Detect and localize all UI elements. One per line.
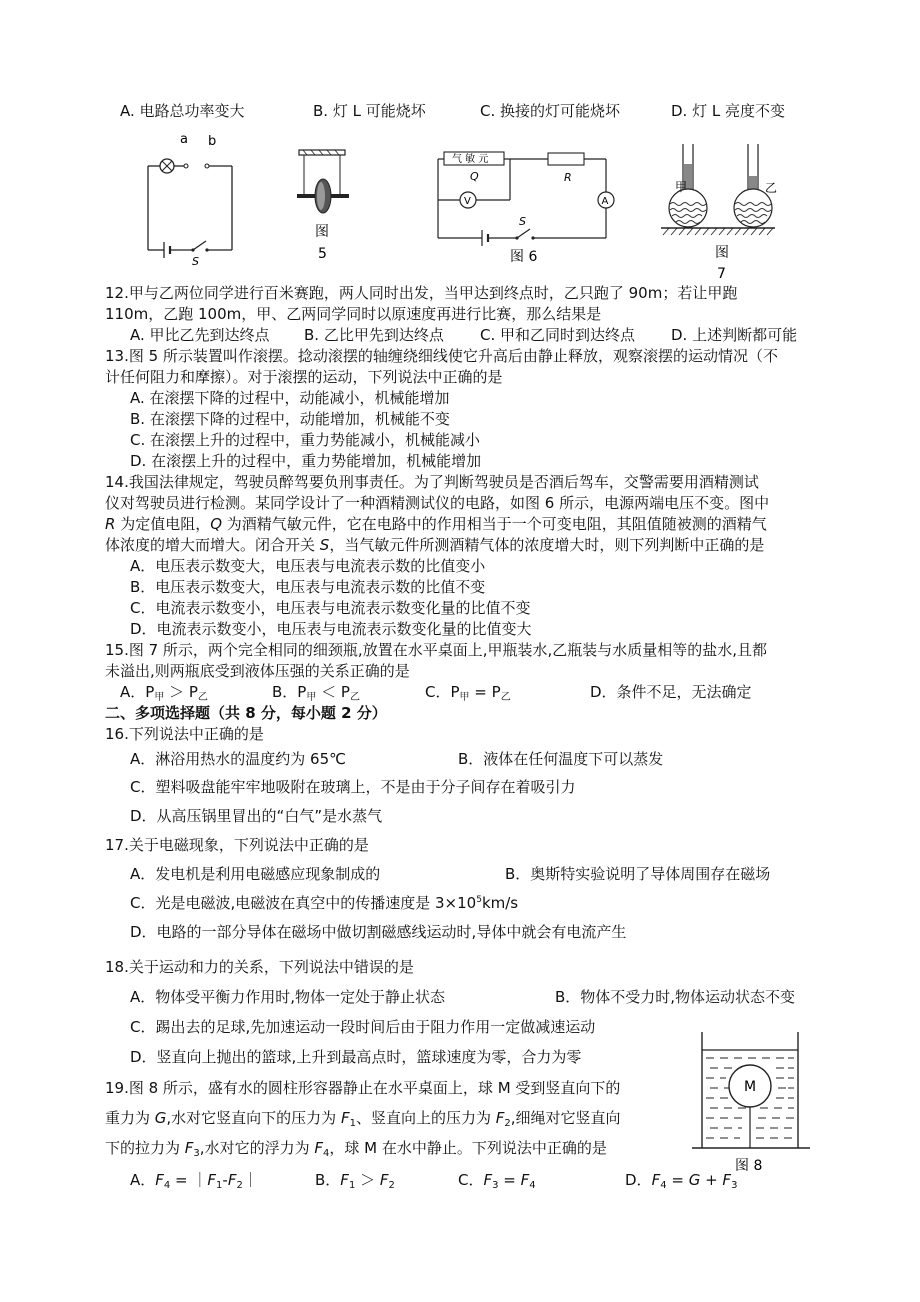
voltmeter-label: V xyxy=(464,196,471,207)
q14-option-d: D．电流表示数变小，电压表与电流表示数变化量的比值变大 xyxy=(130,620,532,638)
switch-icon xyxy=(517,229,530,238)
q18-option-b: B．物体不受力时,物体运动状态不变 xyxy=(555,988,796,1006)
fig7-two-flasks xyxy=(657,140,777,280)
q15-option-d: D．条件不足，无法确定 xyxy=(590,683,752,701)
q11-option-b: B. 灯 L 可能烧坏 xyxy=(313,102,426,120)
q19-line3: 下的拉力为 $F_3$,水对它的浮力为 $F_4$，球 M 在水中静止。下列说法中正确的是 xyxy=(105,1139,607,1159)
q19-option-b: B．$F_1 > F_2$ xyxy=(315,1171,395,1191)
q13-option-d: D. 在滚摆上升的过程中，重力势能增加，机械能增加 xyxy=(130,452,482,470)
q12-option-a: A. 甲比乙先到达终点 xyxy=(130,326,270,344)
section2-title: 二、多项选择题（共 8 分，每小题 2 分） xyxy=(105,704,387,722)
ammeter-label: A xyxy=(601,196,609,207)
switch-label: S xyxy=(519,215,526,228)
q18-option-d: D．竖直向上抛出的篮球,上升到最高点时，篮球速度为零，合力为零 xyxy=(130,1048,582,1066)
q16-option-d: D．从高压锅里冒出的“白气”是水蒸气 xyxy=(130,807,383,825)
q12-line2: 110m，乙跑 100m，甲、乙两同学同时以原速度再进行比赛，那么结果是 xyxy=(105,305,602,323)
resistor-r xyxy=(548,153,584,165)
ball-m-label: M xyxy=(744,1079,757,1095)
q14-line4: 体浓度的增大而增大。闭合开关 S，当气敏元件所测酒精气体的浓度增大时，则下列判断中正确的是 xyxy=(105,536,765,554)
q17-stem: 17.关于电磁现象，下列说法中正确的是 xyxy=(105,836,369,854)
q13-option-a: A. 在滚摆下降的过程中，动能减小，机械能增加 xyxy=(130,389,450,407)
q14-line3: R 为定值电阻，Q 为酒精气敏元件，它在电路中的作用相当于一个可变电阻，其阻值随被测的酒精气 xyxy=(105,515,767,533)
q15-option-b: B．$P_甲 < P_乙$ xyxy=(272,683,360,703)
q13-option-c: C. 在滚摆上升的过程中，重力势能减小，机械能减小 xyxy=(130,431,481,449)
q14-option-b: B．电压表示数变大，电压表与电流表示数的比值不变 xyxy=(130,578,486,596)
q16-stem: 16.下列说法中正确的是 xyxy=(105,725,264,743)
q17-option-d: D．电路的一部分导体在磁场中做切割磁感线运动时,导体中就会有电流产生 xyxy=(130,923,627,941)
q16-option-a: A．淋浴用热水的温度约为 65℃ xyxy=(130,750,346,768)
q19-line1: 19.图 8 所示，盛有水的圆柱形容器静止在水平桌面上，球 M 受到竖直向下的 xyxy=(105,1079,621,1097)
fig5-caption-line2: 5 xyxy=(318,246,327,262)
q11-option-d: D. 灯 L 亮度不变 xyxy=(671,102,785,120)
switch-icon xyxy=(193,241,206,250)
q18-option-c: C．踢出去的足球,先加速运动一段时间后由于阻力作用一定做减速运动 xyxy=(130,1018,596,1036)
q15-line1: 15.图 7 所示，两个完全相同的细颈瓶,放置在水平桌面上,甲瓶装水,乙瓶装与水质量相等的盐水,且都 xyxy=(105,641,768,659)
flask-jia xyxy=(669,189,707,227)
q18-option-a: A．物体受平衡力作用时,物体一定处于静止状态 xyxy=(130,988,446,1006)
switch-label: S xyxy=(192,255,199,268)
q17-option-a: A．发电机是利用电磁感应现象制成的 xyxy=(130,865,381,883)
fig6-caption: 图 6 xyxy=(510,249,538,265)
q15-option-a: A．$P_甲 > P_乙$ xyxy=(120,683,208,703)
q16-option-c: C．塑料吸盘能牢牢地吸附在玻璃上，不是由于分子间存在着吸引力 xyxy=(130,778,576,796)
q19-option-d: D．$F_4 = G + F_3$ xyxy=(625,1171,738,1191)
q17-option-c: C．光是电磁波,电磁波在真空中的传播速度是 $3\times 10^5km/s$ xyxy=(130,894,519,912)
q15-line2: 未溢出,则两瓶底受到液体压强的关系正确的是 xyxy=(105,662,410,680)
q14-line1: 14.我国法律规定，驾驶员醉驾要负刑事责任。为了判断驾驶员是否酒后驾车，交警需要用酒精测试 xyxy=(105,473,759,491)
q12-option-d: D. 上述判断都可能 xyxy=(671,326,798,344)
q14-line2: 仪对驾驶员进行检测。某同学设计了一种酒精测试仪的电路，如图 6 所示，电源两端电压不变。图中 xyxy=(105,494,770,512)
q13-option-b: B. 在滚摆下降的过程中，动能增加，机械能不变 xyxy=(130,410,450,428)
jia-label: 甲 xyxy=(675,180,688,194)
q15-option-c: C．$P_甲 = P_乙$ xyxy=(425,683,511,703)
q19-line2: 重力为 G,水对它竖直向下的压力为 $F_1$、竖直向上的压力为 $F_2$,细绳对它竖直向 xyxy=(105,1109,621,1129)
lamp-circuit-figure xyxy=(140,128,250,268)
q19-option-a: A．$F_4$ = $|F_1-F_2|$ xyxy=(130,1171,258,1191)
terminal-a xyxy=(184,164,188,168)
q14-option-a: A．电压表示数变大，电压表与电流表示数的比值变小 xyxy=(130,557,486,575)
gas-sensor-label: 气 敏 元 xyxy=(452,154,489,165)
q12-line1: 12.甲与乙两位同学进行百米赛跑，两人同时出发，当甲达到终点时，乙只跑了 90m；若让甲跑 xyxy=(105,284,738,302)
q-label: Q xyxy=(470,170,479,183)
q13-line1: 13.图 5 所示装置叫作滚摆。捻动滚摆的轴缠绕细线使它升高后由静止释放，观察滚摆的运动情况（不 xyxy=(105,347,778,365)
fig5-caption-line1: 图 xyxy=(315,224,329,240)
yi-label: 乙 xyxy=(765,181,778,195)
q16-option-b: B．液体在任何温度下可以蒸发 xyxy=(458,750,664,768)
fig8-caption: 图 8 xyxy=(735,1158,763,1174)
fig8-container xyxy=(690,1030,812,1175)
terminal-b xyxy=(205,164,209,168)
q19-option-c: C．$F_3 = F_4$ xyxy=(458,1171,536,1191)
q12-option-c: C. 甲和乙同时到达终点 xyxy=(480,326,636,344)
q11-option-c: C. 换接的灯可能烧坏 xyxy=(480,102,621,120)
q12-option-b: B. 乙比甲先到达终点 xyxy=(304,326,444,344)
q13-line2: 计任何阻力和摩擦）。对于滚摆的运动，下列说法中正确的是 xyxy=(105,368,503,386)
q11-option-a: A. 电路总功率变大 xyxy=(120,102,245,120)
fig7-caption-line2: 7 xyxy=(717,266,726,282)
fig6-alcohol-tester-circuit xyxy=(432,150,620,270)
terminal-b-label: b xyxy=(208,134,217,149)
r-label: R xyxy=(564,171,572,184)
q17-option-b: B．奥斯特实验说明了导体周围存在磁场 xyxy=(505,865,771,883)
q14-option-c: C．电流表示数变小，电压表与电流表示数变化量的比值不变 xyxy=(130,599,531,617)
terminal-a-label: a xyxy=(180,132,188,147)
fig5-rolling-pendulum xyxy=(294,150,354,268)
q18-stem: 18.关于运动和力的关系，下列说法中错误的是 xyxy=(105,958,414,976)
fig7-caption-line1: 图 xyxy=(715,245,729,261)
